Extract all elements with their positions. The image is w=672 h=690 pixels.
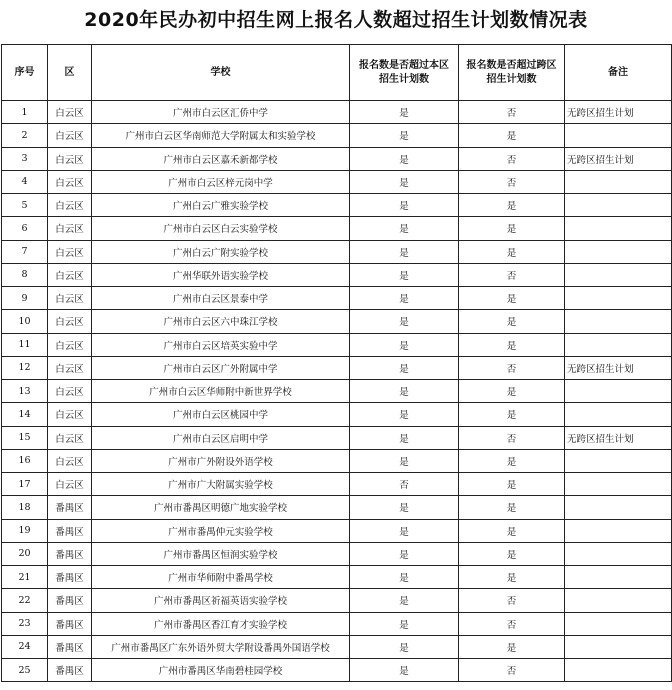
cell-exceed-cross: 是 <box>459 333 565 356</box>
table-row <box>2 496 672 519</box>
cell-district: 白云区 <box>48 170 92 193</box>
enrollment-table <box>1 44 672 682</box>
cell-exceed-cross: 是 <box>459 380 565 403</box>
cell-index: 7 <box>2 240 48 263</box>
cell-exceed-cross: 是 <box>459 194 565 217</box>
cell-school: 广州市白云区培英实验中学 <box>92 333 350 356</box>
cell-school: 广州市番禺区华南碧桂园学校 <box>92 659 350 682</box>
table-row <box>2 403 672 426</box>
cell-school: 广州市白云区景泰中学 <box>92 287 350 310</box>
cell-school: 广州市白云区华师附中新世界学校 <box>92 380 350 403</box>
header-exceed-local-line2: 招生计划数 <box>379 73 429 85</box>
cell-district: 白云区 <box>48 380 92 403</box>
cell-note <box>565 635 672 658</box>
cell-exceed-cross: 是 <box>459 449 565 472</box>
cell-index: 5 <box>2 194 48 217</box>
cell-district: 白云区 <box>48 449 92 472</box>
cell-exceed-local: 是 <box>350 542 459 565</box>
cell-exceed-local: 是 <box>350 287 459 310</box>
header-exceed-local <box>350 45 459 101</box>
cell-exceed-local: 是 <box>350 496 459 519</box>
table-row <box>2 635 672 658</box>
table-row <box>2 101 672 124</box>
cell-exceed-cross: 是 <box>459 124 565 147</box>
document-title: 2020年民办初中招生网上报名人数超过招生计划数情况表 <box>84 9 588 31</box>
table-row <box>2 589 672 612</box>
cell-district: 番禺区 <box>48 519 92 542</box>
cell-exceed-cross: 否 <box>459 612 565 635</box>
cell-index: 17 <box>2 473 48 496</box>
header-school: 学校 <box>92 45 350 101</box>
cell-index: 25 <box>2 659 48 682</box>
table-row <box>2 124 672 147</box>
cell-note <box>565 217 672 240</box>
table-row <box>2 287 672 310</box>
table-row <box>2 356 672 379</box>
cell-exceed-local: 是 <box>350 194 459 217</box>
cell-note <box>565 310 672 333</box>
cell-index: 12 <box>2 356 48 379</box>
cell-note <box>565 240 672 263</box>
cell-school: 广州市番禺区祈福英语实验学校 <box>92 589 350 612</box>
cell-school: 广州白云广附实验学校 <box>92 240 350 263</box>
cell-exceed-local: 是 <box>350 659 459 682</box>
cell-index: 23 <box>2 612 48 635</box>
table-row <box>2 194 672 217</box>
cell-school: 广州市广外附设外语学校 <box>92 449 350 472</box>
cell-note <box>565 473 672 496</box>
cell-note <box>565 287 672 310</box>
cell-district: 白云区 <box>48 403 92 426</box>
cell-exceed-local: 是 <box>350 147 459 170</box>
cell-index: 13 <box>2 380 48 403</box>
cell-exceed-cross: 否 <box>459 147 565 170</box>
header-exceed-cross-line1: 报名数是否超过跨区 <box>466 59 557 71</box>
table-row <box>2 519 672 542</box>
table-row <box>2 380 672 403</box>
cell-school: 广州市白云区汇侨中学 <box>92 101 350 124</box>
cell-school: 广州市白云区嘉禾新都学校 <box>92 147 350 170</box>
cell-note <box>565 542 672 565</box>
cell-district: 番禺区 <box>48 566 92 589</box>
cell-exceed-cross: 是 <box>459 217 565 240</box>
table-row <box>2 147 672 170</box>
cell-school: 广州市番禺区恒润实验学校 <box>92 542 350 565</box>
cell-note: 无跨区招生计划 <box>565 147 672 170</box>
cell-exceed-cross: 是 <box>459 519 565 542</box>
cell-exceed-local: 是 <box>350 124 459 147</box>
cell-district: 白云区 <box>48 263 92 286</box>
cell-district: 番禺区 <box>48 542 92 565</box>
cell-exceed-cross: 是 <box>459 287 565 310</box>
cell-note: 无跨区招生计划 <box>565 356 672 379</box>
cell-note <box>565 124 672 147</box>
header-exceed-cross-line2: 招生计划数 <box>486 73 537 85</box>
cell-exceed-local: 是 <box>350 519 459 542</box>
cell-exceed-cross: 否 <box>459 356 565 379</box>
cell-school: 广州华联外语实验学校 <box>92 263 350 286</box>
cell-exceed-local: 是 <box>350 380 459 403</box>
cell-school: 广州市华师附中番禺学校 <box>92 566 350 589</box>
cell-district: 白云区 <box>48 147 92 170</box>
cell-exceed-cross: 是 <box>459 473 565 496</box>
cell-index: 1 <box>2 101 48 124</box>
cell-index: 16 <box>2 449 48 472</box>
cell-district: 白云区 <box>48 287 92 310</box>
cell-district: 番禺区 <box>48 612 92 635</box>
cell-note <box>565 449 672 472</box>
cell-district: 白云区 <box>48 124 92 147</box>
cell-exceed-cross: 是 <box>459 566 565 589</box>
cell-note: 无跨区招生计划 <box>565 101 672 124</box>
table-row <box>2 566 672 589</box>
table-row <box>2 217 672 240</box>
cell-exceed-local: 是 <box>350 356 459 379</box>
cell-school: 广州市番禺区香江育才实验学校 <box>92 612 350 635</box>
cell-exceed-local: 是 <box>350 612 459 635</box>
cell-index: 3 <box>2 147 48 170</box>
cell-index: 24 <box>2 635 48 658</box>
cell-index: 21 <box>2 566 48 589</box>
table-row <box>2 426 672 449</box>
cell-school: 广州市广大附属实验学校 <box>92 473 350 496</box>
cell-exceed-cross: 是 <box>459 310 565 333</box>
cell-exceed-cross: 是 <box>459 542 565 565</box>
cell-note <box>565 589 672 612</box>
cell-district: 白云区 <box>48 356 92 379</box>
cell-school: 广州市番禺区广东外语外贸大学附设番禺外国语学校 <box>92 635 350 658</box>
cell-district: 白云区 <box>48 194 92 217</box>
cell-exceed-local: 是 <box>350 403 459 426</box>
cell-index: 14 <box>2 403 48 426</box>
cell-index: 9 <box>2 287 48 310</box>
table-row <box>2 612 672 635</box>
cell-index: 6 <box>2 217 48 240</box>
cell-exceed-cross: 是 <box>459 496 565 519</box>
cell-exceed-local: 否 <box>350 473 459 496</box>
table-row <box>2 473 672 496</box>
cell-exceed-cross: 否 <box>459 101 565 124</box>
cell-school: 广州白云广雅实验学校 <box>92 194 350 217</box>
cell-school: 广州市白云区六中珠江学校 <box>92 310 350 333</box>
cell-note <box>565 380 672 403</box>
cell-district: 白云区 <box>48 310 92 333</box>
cell-note <box>565 659 672 682</box>
cell-school: 广州市白云区梓元岗中学 <box>92 170 350 193</box>
cell-district: 白云区 <box>48 217 92 240</box>
cell-exceed-local: 是 <box>350 333 459 356</box>
cell-exceed-cross: 是 <box>459 240 565 263</box>
cell-exceed-local: 是 <box>350 263 459 286</box>
cell-note <box>565 566 672 589</box>
cell-district: 白云区 <box>48 333 92 356</box>
cell-index: 22 <box>2 589 48 612</box>
table-row <box>2 449 672 472</box>
cell-exceed-local: 是 <box>350 426 459 449</box>
cell-school: 广州市白云区广外附属中学 <box>92 356 350 379</box>
header-index: 序号 <box>2 45 48 101</box>
table-row <box>2 542 672 565</box>
cell-exceed-local: 是 <box>350 589 459 612</box>
table-row <box>2 310 672 333</box>
header-district: 区 <box>48 45 92 101</box>
cell-exceed-local: 是 <box>350 240 459 263</box>
table-row <box>2 240 672 263</box>
cell-note <box>565 519 672 542</box>
cell-exceed-cross: 是 <box>459 635 565 658</box>
cell-exceed-cross: 是 <box>459 403 565 426</box>
cell-index: 20 <box>2 542 48 565</box>
cell-index: 10 <box>2 310 48 333</box>
cell-index: 8 <box>2 263 48 286</box>
cell-index: 18 <box>2 496 48 519</box>
cell-note <box>565 170 672 193</box>
cell-exceed-local: 是 <box>350 217 459 240</box>
cell-district: 番禺区 <box>48 496 92 519</box>
cell-note: 无跨区招生计划 <box>565 426 672 449</box>
cell-exceed-cross: 否 <box>459 659 565 682</box>
cell-district: 白云区 <box>48 426 92 449</box>
cell-exceed-local: 是 <box>350 449 459 472</box>
table-header-row <box>2 45 672 101</box>
cell-district: 白云区 <box>48 101 92 124</box>
cell-index: 15 <box>2 426 48 449</box>
cell-school: 广州市白云区白云实验学校 <box>92 217 350 240</box>
table-row <box>2 659 672 682</box>
cell-index: 2 <box>2 124 48 147</box>
cell-school: 广州市白云区桃园中学 <box>92 403 350 426</box>
cell-exceed-local: 是 <box>350 101 459 124</box>
cell-district: 番禺区 <box>48 635 92 658</box>
cell-school: 广州市白云区华南师范大学附属太和实验学校 <box>92 124 350 147</box>
cell-exceed-local: 是 <box>350 566 459 589</box>
cell-note <box>565 194 672 217</box>
cell-exceed-cross: 否 <box>459 263 565 286</box>
cell-note <box>565 333 672 356</box>
cell-index: 19 <box>2 519 48 542</box>
cell-note <box>565 263 672 286</box>
table-row <box>2 170 672 193</box>
cell-index: 4 <box>2 170 48 193</box>
cell-note <box>565 612 672 635</box>
cell-school: 广州市番禺区明德广地实验学校 <box>92 496 350 519</box>
cell-note <box>565 496 672 519</box>
cell-school: 广州市番禺仲元实验学校 <box>92 519 350 542</box>
cell-exceed-cross: 否 <box>459 426 565 449</box>
table-row <box>2 263 672 286</box>
cell-exceed-local: 是 <box>350 170 459 193</box>
cell-exceed-local: 是 <box>350 635 459 658</box>
header-note: 备注 <box>565 45 672 101</box>
cell-school: 广州市白云区启明中学 <box>92 426 350 449</box>
cell-index: 11 <box>2 333 48 356</box>
cell-district: 白云区 <box>48 240 92 263</box>
cell-district: 白云区 <box>48 473 92 496</box>
table-row <box>2 333 672 356</box>
header-exceed-cross <box>459 45 565 101</box>
cell-exceed-cross: 否 <box>459 589 565 612</box>
cell-note <box>565 403 672 426</box>
cell-district: 番禺区 <box>48 589 92 612</box>
cell-exceed-local: 是 <box>350 310 459 333</box>
cell-exceed-cross: 否 <box>459 170 565 193</box>
header-exceed-local-line1: 报名数是否超过本区 <box>359 59 449 71</box>
cell-district: 番禺区 <box>48 659 92 682</box>
